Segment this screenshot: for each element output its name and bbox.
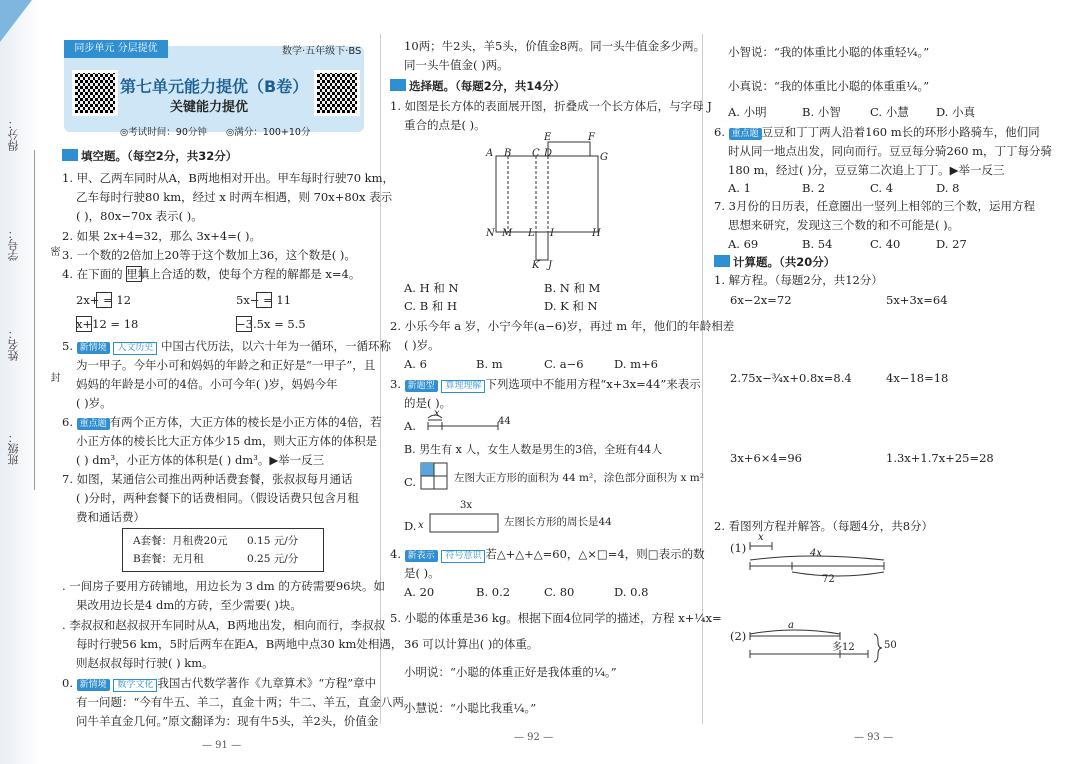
- q4: 4. 在下面的 里填上合适的数，使每个方程的解都是 x=4。: [62, 267, 361, 281]
- section-icon: [390, 79, 406, 91]
- c3-q6: 180 m，经过( )分，豆豆第二次追上丁丁。▶举一反三: [728, 163, 1005, 177]
- q9-text: 每时行驶56 km，5时后两车在距A，B两地中点30 km处相遇，: [76, 637, 403, 651]
- tag: 数学文化: [113, 679, 157, 692]
- option: C. 小慧: [870, 105, 909, 119]
- option: C. B 和 H: [404, 299, 457, 313]
- q3: 3. 一个数的2倍加上20等于这个数加上36，这个数是( )。: [62, 248, 356, 262]
- blank-box: [96, 292, 112, 308]
- series-strip: 同步单元 分层提优: [64, 40, 168, 58]
- calc-q1: 1. 解方程。（每题2分，共12分）: [714, 273, 883, 287]
- c3-q6: 豆豆和丁丁两人沿着160 m长的环形小路骑车，他们同: [761, 125, 1040, 139]
- option: D. 小真: [936, 105, 976, 119]
- option-b: B. 男生有 x 人，女生人数是男生的3倍，全班有44人: [404, 443, 663, 456]
- option: B. 2: [802, 181, 826, 195]
- option: A. 20: [404, 585, 435, 599]
- option-c: 左图大正方形的面积为 44 m²，涂色部分面积为 x m²: [454, 472, 704, 484]
- tag: 新情境: [77, 342, 110, 354]
- q8-text: 果改用边长是4 dm的方砖，至少需要( )块。: [76, 598, 302, 612]
- label-D: D: [544, 148, 553, 159]
- label-C: C: [532, 148, 540, 159]
- calc-q2: 2. 看图列方程并解答。（每题4分，共8分）: [714, 519, 934, 533]
- plan-a: A套餐：月租费20元: [133, 535, 228, 547]
- price-a: 0.15 元/分: [247, 535, 299, 547]
- d2-more12: 多12: [832, 642, 855, 653]
- option: A. 6: [404, 357, 427, 371]
- diagram-2-label: (2): [730, 629, 747, 643]
- q1-line: ( )，80x−70x 表示( )。: [76, 209, 203, 223]
- c-q4: 若△+△+△=60，△×□=4，则□表示的数: [485, 547, 705, 561]
- segment-diagram-2: [742, 624, 892, 668]
- q6-text: 有两个正方体，大正方体的棱长是小正方体的4倍，若: [109, 415, 382, 429]
- blank-box: [256, 292, 272, 308]
- q9-text: . 李叔叔和赵叔叔开车同时从A，B两地出发，相向而行，李叔叔: [62, 618, 386, 632]
- rectangle-diagram: [426, 510, 502, 536]
- square-diagram: [420, 462, 450, 492]
- page-corner: [0, 0, 32, 42]
- q6-text: ( ) dm³，小正方体的体积是( ) dm³。▶举一反三: [76, 453, 325, 467]
- seg-44: 44: [498, 416, 511, 427]
- page-number: — 92 —: [514, 732, 554, 743]
- margin-score-label: 得分：: [7, 118, 20, 151]
- section-calc: 计算题。（共20分）: [733, 255, 836, 269]
- page-number: — 93 —: [854, 732, 894, 743]
- page-92: 10两；牛2头，羊5头，价值金8两。同一头牛值金多少两。 同一头牛值金( )两。 选择题。（每题2分，共14分） 1. 如图是长方体的表面展开图，折叠成一个长方体后，与字母 J 重合的点是( )。 A B C D E F G N M L I H K J A. H 和 N B. N 和 M C. B 和 H D. K 和 N 2. 小乐今年 a 岁，小宁今年(a−6)岁，再过 m 年，他们的年龄相差 ( )岁。 A. 6 B. m C. a−6 D. m+6 3. 新题型 算理理解 下列选项中不能用方程“x+3x=44”来表示 的是( )。 A. x 44 B. 男生有 x 人，女生人数是男生的3倍，全班有44人 C. 左图大正方形的面积为 44 m²，涂色部分面积为 x m² D. 3x x 左图长方形的周长是44 4. 新表示 符号意识 若△+△+△=60，△×□=4，则□表示的数 是( )。 A. 20 B. 0.2 C. 80 D. 0.8 5. 小聪的体重是36 kg。根据下面4位同学的描述，方程 x+¼x= 36 可以计算出( )的体重。 小明说：“小聪的体重正好是我体重的¼。” 小慧说：“小聪比我重¼。” — 92 —: [390, 0, 696, 764]
- section-choice: 选择题。（每题2分，共14分）: [409, 79, 566, 93]
- q1-line: 乙车每时行驶80 km，经过 x 时两车相遇，则 70x+80x 表示: [76, 190, 393, 204]
- label-M: M: [502, 228, 513, 239]
- q5-text: 妈妈的年龄是小可的4倍。小可今年( )岁，妈妈今年: [76, 377, 338, 391]
- option-d: 左图长方形的周长是44: [504, 516, 612, 528]
- q7-text: ( )分时，两种套餐下的话费相同。（假设话费只包含月租: [76, 491, 359, 505]
- q2: 2. 如果 2x+4=32，那么 3x+4=( )。: [62, 229, 261, 243]
- section-icon: [62, 149, 78, 161]
- equation: 6x−2x=72: [730, 293, 792, 307]
- section-icon: [714, 255, 730, 267]
- c-q3: 下列选项中不能用方程“x+3x=44”来表示: [485, 377, 701, 391]
- c-q3: 的是( )。: [404, 396, 452, 410]
- q4-eq3: x+12 = 18: [76, 317, 139, 331]
- c3-q7: 7. 3月份的日历表，任意圈出一竖列上相邻的三个数，运用方程: [714, 199, 1035, 213]
- option: C. 40: [870, 237, 901, 251]
- q5-text: ( )岁。: [76, 396, 112, 410]
- price-b: 0.25 元/分: [247, 553, 299, 565]
- label-J: J: [548, 260, 553, 271]
- label-I: I: [550, 228, 554, 239]
- q9-text: 则赵叔叔每时行驶( ) km。: [76, 656, 214, 670]
- c-q5: 36 可以计算出( )的体重。: [404, 637, 539, 651]
- label-E: E: [544, 132, 552, 143]
- option: B. 小智: [802, 105, 841, 119]
- option: D. 0.8: [614, 585, 649, 599]
- d1-72: 72: [822, 574, 835, 585]
- option: C. 4: [870, 181, 894, 195]
- exam-score: ◎满分：100+10分: [226, 127, 311, 138]
- label-N: N: [486, 228, 495, 239]
- d2-a: a: [788, 620, 794, 631]
- label-G: G: [600, 152, 608, 163]
- option: A. 1: [728, 181, 751, 195]
- q4-eq4: −3.5x = 5.5: [236, 317, 306, 331]
- option: B. 0.2: [476, 585, 511, 599]
- q1-line: 1. 甲、乙两车同时从A，B两地相对开出。甲车每时行驶70 km，: [62, 171, 395, 185]
- blank-box: [236, 316, 252, 332]
- tag: 新题型: [405, 380, 438, 392]
- equation: 4x−18=18: [886, 371, 949, 385]
- equation: 5x+3x=64: [886, 293, 948, 307]
- c-q4: 是( )。: [404, 566, 440, 580]
- label-K: K: [532, 260, 540, 271]
- option: D. 27: [936, 237, 967, 251]
- tag: 重点题: [77, 418, 110, 430]
- q5-text: 中国古代历法，以六十年为一循环，一循环称: [160, 339, 391, 353]
- q8-text: . 一间房子要用方砖铺地，用边长为 3 dm 的方砖需要96块。如: [62, 579, 385, 593]
- c-q1: 重合的点是( )。: [404, 118, 486, 132]
- c-q2: 2. 小乐今年 a 岁，小宁今年(a−6)岁，再过 m 年，他们的年龄相差: [390, 319, 735, 333]
- margin-rule: [34, 150, 35, 490]
- segment-diagram-1: [742, 536, 892, 584]
- section-fill-blank: 填空题。（每空2分，共32分）: [81, 149, 238, 163]
- plan-table: [122, 528, 324, 572]
- label-A: A: [486, 148, 494, 159]
- statement: 小智说：“我的体重比小聪的体重轻¼。”: [728, 45, 930, 59]
- blank-box: [126, 266, 142, 282]
- option: B. m: [476, 357, 503, 371]
- option: B. N 和 M: [544, 281, 601, 295]
- margin-class-label: 班级：: [7, 432, 20, 465]
- option-label: A.: [404, 419, 416, 433]
- equation: 1.3x+1.7x+25=28: [886, 451, 994, 465]
- book-label: 数学·五年级下·BS: [282, 46, 362, 57]
- equation: 3x+6×4=96: [730, 451, 802, 465]
- margin-mi: 密: [48, 246, 59, 256]
- tag: 新表示: [405, 550, 438, 562]
- margin-name-label: 姓名：: [7, 328, 20, 361]
- q7-text: 费和通话费）: [76, 510, 145, 524]
- label-L: L: [528, 228, 535, 239]
- option: D. K 和 N: [544, 299, 598, 313]
- q10-text: 问牛羊直金几何。”原文翻译为：现有牛5头，羊2头，价值金: [76, 714, 379, 728]
- tag: 符号意识: [441, 550, 485, 563]
- c-q2: ( )岁。: [404, 338, 440, 352]
- c3-q6: 时从同一地点出发，同向而行。豆豆每分骑260 m，丁丁每分骑: [728, 144, 1053, 158]
- option: D. m+6: [614, 357, 658, 371]
- tag: 人文历史: [113, 342, 157, 355]
- diagram-1-label: (1): [730, 541, 747, 555]
- option: A. 69: [728, 237, 759, 251]
- option-label: C.: [404, 475, 417, 489]
- statement: 小慧说：“小聪比我重¼。”: [404, 701, 537, 715]
- label-B: B: [504, 148, 512, 159]
- statement: 小明说：“小聪的体重正好是我体重的¼。”: [404, 665, 617, 679]
- page-number: — 91 —: [202, 740, 242, 751]
- equation: 2.75x−¾x+0.8x=8.4: [730, 371, 852, 385]
- d2-50: 50: [884, 640, 897, 651]
- option-label: D.: [404, 519, 417, 533]
- margin-feng: 封: [48, 372, 59, 382]
- unit-title: 第七单元能力提优（B卷）: [120, 77, 309, 96]
- net-labels: [484, 132, 614, 276]
- c-q1: 1. 如图是长方体的表面展开图，折叠成一个长方体后，与字母 J: [390, 99, 712, 113]
- margin-id-label: 学号：: [7, 228, 20, 261]
- seg-x: x: [434, 408, 440, 419]
- blank-box: [76, 316, 92, 332]
- tag: 算理理解: [441, 380, 485, 393]
- q10-text: 有一问题：“今有牛五、羊二，直金十两；牛二、羊五，直金八两。: [76, 695, 416, 709]
- c-q5: 5. 小聪的体重是36 kg。根据下面4位同学的描述，方程 x+¼x=: [390, 611, 722, 625]
- q10-text: 我国古代数学著作《九章算术》“方程”章中: [157, 676, 377, 690]
- d1-x: x: [758, 532, 764, 543]
- option: C. a−6: [544, 357, 584, 371]
- option: B. 54: [802, 237, 833, 251]
- q6-text: 小正方体的棱长比大正方体少15 dm，则大正方体的体积是: [76, 434, 378, 448]
- q10-cont: 10两；牛2头，羊5头，价值金8两。同一头牛值金多少两。: [404, 39, 706, 53]
- binding-margin: [0, 0, 42, 764]
- q10-cont: 同一头牛值金( )两。: [404, 58, 509, 72]
- q4-eq1: 2x+ = 12: [76, 293, 132, 307]
- label-H: H: [592, 228, 601, 239]
- unit-subtitle: 关键能力提优: [170, 100, 249, 115]
- plan-b: B套餐：无月租: [133, 553, 204, 565]
- c3-q7: 思想来研究，发现这三个数的和不可能是( )。: [728, 218, 960, 232]
- tag: 新情境: [77, 679, 110, 691]
- page-91: 填空题。（每空2分，共32分） 1. 甲、乙两车同时从A，B两地相对开出。甲车每时行驶70 km， 乙车每时行驶80 km，经过 x 时两车相遇，则 70x+80x 表示 ( )，80x−70x 表示( )。 2. 如果 2x+4=32，那么 3x+4=( )。 3. 一个数的2倍加上20等于这个数加上36，这个数是( )。 4. 在下面的 里填上合适的数，使每个方程的解都是 x=4。 2x+ = 12 5x− = 11 x+12 = 18 −3.5x = 5.5 5. 新情境 人文历史 中国古代历法，以六十年为一循环，一循环称 为一甲子。今年小可和妈妈的年龄之和正好是“一甲子”，且 妈妈的年龄是小可的4倍。小可今年( )岁，妈妈今年 ( )岁。 6. 重点题 有两个正方体，大正方体的棱长是小正方体的4倍，若 小正方体的棱长比大正方体少15 dm，则大正方体的体积是 ( ) dm³，小正方体的体积是( ) dm³。▶举一反三 7. 如图，某通信公司推出两种话费套餐，张叔叔每月通话 ( )分时，两种套餐下的话费相同。（假设话费只包含月租 费和通话费） A套餐：月租费20元 0.15 元/分 B套餐：无月租 0.25 元/分 . 一间房子要用方砖铺地，用边长为 3 dm 的方砖需要96块。如 果改用边长是4 dm的方砖，至少需要( )块。 . 李叔叔和赵叔叔开车同时从A，B两地出发，相向而行，李叔叔 每时行驶56 km，5时后两车在距A，B两地中点30 km处相遇， 则赵叔叔每时行驶( ) km。 0. 新情境 数学文化 我国古代数学著作《九章算术》“方程”章中 有一问题：“今有牛五、羊二，直金十两；牛二、羊五，直金八两。 问牛羊直金几何。”原文翻译为：现有牛5头，羊2头，价值金 — 91 —: [62, 0, 378, 764]
- statement: 小真说：“我的体重比小聪的体重重¼。”: [728, 79, 930, 93]
- option: C. 80: [544, 585, 575, 599]
- q4-eq2: 5x− = 11: [236, 293, 292, 307]
- option: A. H 和 N: [404, 281, 459, 295]
- option: D. 8: [936, 181, 960, 195]
- tag: 重点题: [729, 128, 762, 140]
- rect-3x: 3x: [460, 500, 473, 511]
- q5-text: 为一甲子。今年小可和妈妈的年龄之和正好是“一甲子”，且: [76, 358, 376, 372]
- rect-x: x: [418, 520, 424, 531]
- q7-text: 7. 如图，某通信公司推出两种话费套餐，张叔叔每月通话: [62, 472, 353, 486]
- option: A. 小明: [728, 105, 767, 119]
- d1-4x: 4x: [810, 548, 823, 559]
- exam-time: ◎考试时间：90分钟: [120, 127, 207, 138]
- label-F: F: [588, 132, 595, 143]
- page-93: 小智说：“我的体重比小聪的体重轻¼。” 小真说：“我的体重比小聪的体重重¼。” A. 小明 B. 小智 C. 小慧 D. 小真 6. 重点题 豆豆和丁丁两人沿着160 m长的环形小路骑车，他们同 时从同一地点出发，同向而行。豆豆每分骑260 m，丁丁每分骑 180 m，经过( )分，豆豆第二次追上丁丁。▶举一反三 A. 1 B. 2 C. 4 D. 8 7. 3月份的日历表，任意圈出一竖列上相邻的三个数，运用方程 思想来研究，发现这三个数的和不可能是( )。 A. 69 B. 54 C. 40 D. 27 计算题。（共20分） 1. 解方程。（每题2分，共12分） 6x−2x=72 5x+3x=64 2.75x−¾x+0.8x=8.4 4x−18=18 3x+6×4=96 1.3x+1.7x+25=28 2. 看图列方程并解答。（每题4分，共8分） (1) x 4x 72 (2) a 多12 50 — 93 —: [714, 0, 1074, 764]
